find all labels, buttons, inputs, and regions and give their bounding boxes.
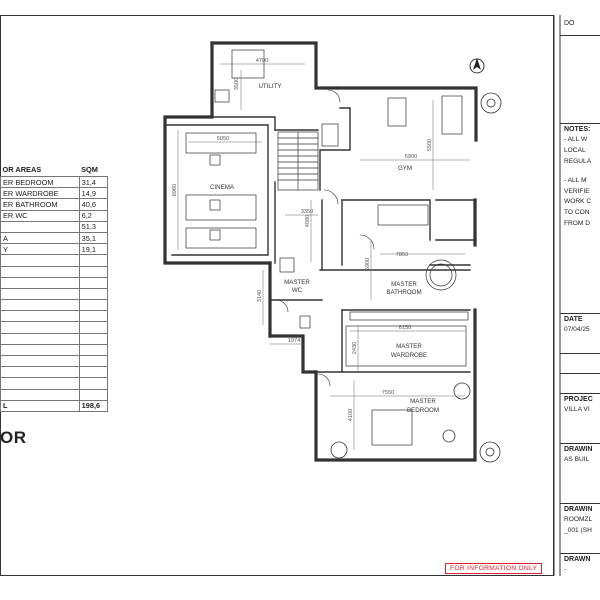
room-labels xyxy=(210,83,439,414)
note-line: FROM D xyxy=(564,220,591,228)
dim-bedroom-width: 7550 xyxy=(381,390,395,396)
area-value: 6,2 xyxy=(79,210,107,221)
note-line: VERIFIE xyxy=(564,187,590,195)
note-line: TO CON xyxy=(564,209,590,217)
drawing-section xyxy=(560,443,600,504)
area-name: ER BEDROOM xyxy=(1,177,80,188)
dim-utility-height: 3500 xyxy=(234,77,240,91)
drawn-value: - xyxy=(564,566,567,573)
blank-row-2 xyxy=(560,373,600,394)
dim-cinema-width: 5050 xyxy=(216,136,230,142)
blank-row-1 xyxy=(560,353,600,374)
dim-corridor-width: 3350 xyxy=(300,209,314,215)
drawing-number-value-2: _001 (SH xyxy=(564,526,592,534)
title-block-top xyxy=(560,15,600,35)
drawing-value: AS BUIL xyxy=(564,456,590,463)
label-utility: UTILITY xyxy=(258,83,282,90)
area-value: 35,1 xyxy=(79,232,107,243)
total-value: 198,6 xyxy=(79,400,107,411)
dim-utility-width: 4700 xyxy=(255,58,269,64)
label-gym: GYM xyxy=(397,165,413,172)
note-line: WORK C xyxy=(564,198,592,206)
drawn-section xyxy=(560,553,600,576)
label-master-bedroom-1: MASTER xyxy=(410,398,436,405)
project-value: VILLA VI xyxy=(564,406,590,413)
dim-wardrobe-width: 6150 xyxy=(398,325,412,331)
area-name: ER WARDROBE xyxy=(1,188,80,199)
drawing-number-value-1: ROOMZL xyxy=(564,516,593,523)
dim-wardrobe-height: 2430 xyxy=(352,341,358,355)
notes-title: NOTES: xyxy=(564,126,591,133)
dim-corridor-height: 4080 xyxy=(305,214,311,228)
note-line: - ALL M xyxy=(564,176,587,184)
project-section xyxy=(560,393,600,444)
label-master-wardrobe-1: MASTER xyxy=(396,343,422,350)
note-line: LOCAL xyxy=(564,146,586,154)
info-stamp: FOR INFORMATION ONLY xyxy=(445,563,542,574)
note-line: REGULA xyxy=(564,157,592,165)
notes-section xyxy=(560,123,600,314)
date-title: DATE xyxy=(564,316,583,323)
area-value: 31,4 xyxy=(79,177,107,188)
dim-gym-width: 5900 xyxy=(404,154,418,160)
dim-bathroom-width: 7850 xyxy=(395,252,409,258)
floor-label: OR xyxy=(0,428,27,447)
dim-gym-height: 5500 xyxy=(427,138,433,152)
dim-cinema-height: 6960 xyxy=(172,183,178,197)
drawing-number-title: DRAWIN xyxy=(564,506,593,513)
dim-wc-width: 1974 xyxy=(287,338,301,344)
drawing-number-section xyxy=(560,503,600,554)
area-name: A xyxy=(1,232,80,243)
label-master-wardrobe-2: WARDROBE xyxy=(390,352,428,359)
area-name: Y xyxy=(1,244,80,255)
dimension-lines xyxy=(178,64,470,450)
title-block xyxy=(560,15,600,575)
drawn-title: DRAWN xyxy=(564,556,591,563)
note-line: - ALL W xyxy=(564,136,588,143)
label-master-wc-1: MASTER xyxy=(284,279,310,286)
dim-wc-height: 3140 xyxy=(257,289,263,303)
area-value: 40,6 xyxy=(79,199,107,210)
areas-header-name: OR AREAS xyxy=(2,165,42,174)
title-block-blank xyxy=(560,35,600,124)
total-name: L xyxy=(1,400,80,411)
date-section xyxy=(560,313,600,354)
label-master-bathroom-1: MASTER xyxy=(391,281,417,288)
area-value: 14,9 xyxy=(79,188,107,199)
label-cinema: CINEMA xyxy=(209,184,235,191)
area-value: 19,1 xyxy=(79,244,107,255)
label-master-bedroom-2: BEDROOM xyxy=(407,407,439,414)
staircase xyxy=(278,132,318,190)
areas-header-value: SQM xyxy=(81,165,98,174)
drawing-title: DRAWIN xyxy=(564,446,593,453)
area-name: ER WC xyxy=(1,210,80,221)
fixtures xyxy=(186,50,468,445)
label-master-wc-2: WC xyxy=(291,287,303,294)
dim-bathroom-height: 5900 xyxy=(365,257,371,271)
project-title: PROJEC xyxy=(564,396,593,403)
notes-list xyxy=(560,135,600,230)
dim-bedroom-height: 4100 xyxy=(348,408,354,422)
label-master-bathroom-2: BATHROOM xyxy=(386,289,422,296)
date-value: 07/04/25 xyxy=(564,326,590,333)
note-line xyxy=(560,168,600,176)
area-value: 51,3 xyxy=(79,221,107,232)
title-block-top-text: DO xyxy=(564,20,575,27)
area-name: ER BATHROOM xyxy=(1,199,80,210)
